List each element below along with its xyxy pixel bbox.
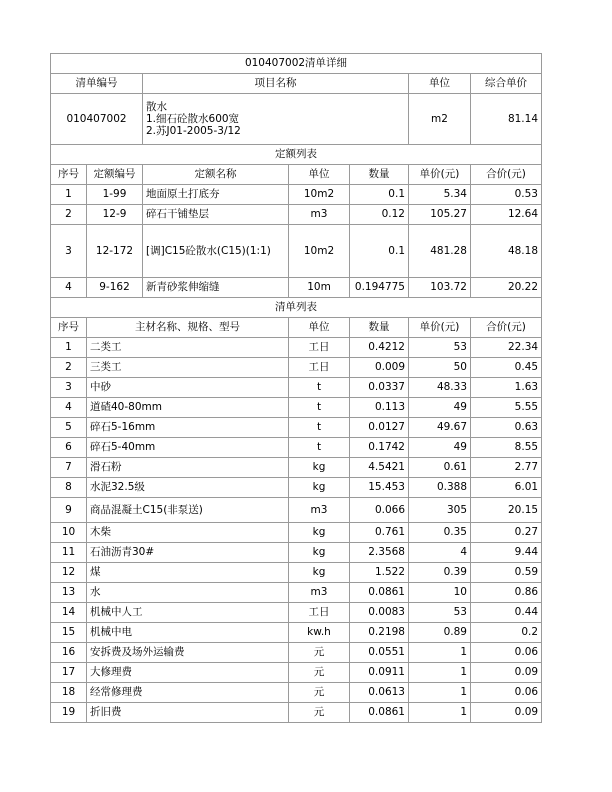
quota-unit: 10m (289, 278, 350, 298)
header-bill-code: 清单编号 (51, 74, 143, 94)
table-row (51, 703, 542, 723)
quota-price: 105.27 (409, 205, 471, 225)
material-no: 5 (51, 418, 87, 438)
material-price: 1 (409, 683, 471, 703)
material-unit: 元 (289, 683, 350, 703)
material-name: 大修理费 (87, 663, 289, 683)
table-row (51, 278, 542, 298)
material-total: 0.59 (471, 563, 542, 583)
material-qty: 0.066 (350, 498, 409, 523)
quota-no: 1 (51, 185, 87, 205)
material-name: 水泥32.5级 (87, 478, 289, 498)
quota-name: 新青砂浆伸缩缝 (143, 278, 289, 298)
material-qty: 4.5421 (350, 458, 409, 478)
materials-header-total: 合价(元) (471, 318, 542, 338)
material-name: 经常修理费 (87, 683, 289, 703)
item-unit-price: 81.14 (471, 94, 542, 145)
material-name: 三类工 (87, 358, 289, 378)
material-name: 滑石粉 (87, 458, 289, 478)
material-name: 折旧费 (87, 703, 289, 723)
table-row (51, 583, 542, 603)
material-qty: 0.0083 (350, 603, 409, 623)
material-qty: 0.2198 (350, 623, 409, 643)
table-row (51, 205, 542, 225)
material-total: 6.01 (471, 478, 542, 498)
quota-qty: 0.12 (350, 205, 409, 225)
quota-no: 4 (51, 278, 87, 298)
table-row (51, 438, 542, 458)
quota-header-no: 序号 (51, 165, 87, 185)
material-no: 3 (51, 378, 87, 398)
material-total: 5.55 (471, 398, 542, 418)
material-unit: 工日 (289, 338, 350, 358)
material-total: 0.06 (471, 643, 542, 663)
quota-header-total: 合价(元) (471, 165, 542, 185)
material-no: 12 (51, 563, 87, 583)
table-row (51, 458, 542, 478)
material-name: 中砂 (87, 378, 289, 398)
item-description-line: 散水 (146, 100, 167, 113)
table-row (51, 398, 542, 418)
item-description-line: 1.细石砼散水600宽 (146, 112, 240, 125)
material-name: 道碴40-80mm (87, 398, 289, 418)
material-unit: kg (289, 478, 350, 498)
material-price: 48.33 (409, 378, 471, 398)
material-price: 49.67 (409, 418, 471, 438)
materials-header-price: 单价(元) (409, 318, 471, 338)
header-unit-price: 综合单价 (471, 74, 542, 94)
material-total: 0.86 (471, 583, 542, 603)
material-total: 0.2 (471, 623, 542, 643)
material-no: 14 (51, 603, 87, 623)
material-name: 机械中电 (87, 623, 289, 643)
material-no: 16 (51, 643, 87, 663)
material-price: 1 (409, 663, 471, 683)
quota-price: 481.28 (409, 225, 471, 278)
material-price: 4 (409, 543, 471, 563)
item-description (143, 94, 409, 145)
table-row (51, 623, 542, 643)
material-unit: kg (289, 458, 350, 478)
material-unit: m3 (289, 498, 350, 523)
material-no: 2 (51, 358, 87, 378)
material-price: 1 (409, 643, 471, 663)
table-row (51, 418, 542, 438)
materials-header-name: 主材名称、规格、型号 (87, 318, 289, 338)
material-qty: 0.761 (350, 523, 409, 543)
quota-name: [调]C15砼散水(C15)(1:1) (143, 225, 289, 278)
table-row (51, 683, 542, 703)
material-total: 0.44 (471, 603, 542, 623)
material-unit: t (289, 378, 350, 398)
material-total: 0.09 (471, 663, 542, 683)
material-name: 二类工 (87, 338, 289, 358)
material-qty: 0.0861 (350, 583, 409, 603)
quota-header-unit: 单位 (289, 165, 350, 185)
material-name: 机械中人工 (87, 603, 289, 623)
table-row (51, 523, 542, 543)
quota-name: 地面原土打底夯 (143, 185, 289, 205)
quota-qty: 0.194775 (350, 278, 409, 298)
material-qty: 2.3568 (350, 543, 409, 563)
table-row (51, 225, 542, 278)
quota-code: 12-172 (87, 225, 143, 278)
material-price: 0.388 (409, 478, 471, 498)
material-total: 20.15 (471, 498, 542, 523)
material-no: 19 (51, 703, 87, 723)
material-qty: 0.009 (350, 358, 409, 378)
bill-detail-title: 010407002清单详细 (51, 54, 542, 74)
material-no: 1 (51, 338, 87, 358)
material-price: 0.35 (409, 523, 471, 543)
material-no: 6 (51, 438, 87, 458)
material-total: 9.44 (471, 543, 542, 563)
materials-header-no: 序号 (51, 318, 87, 338)
material-qty: 0.0613 (350, 683, 409, 703)
material-name: 木柴 (87, 523, 289, 543)
item-description-line: 2.苏J01-2005-3/12 (146, 125, 241, 138)
material-price: 0.39 (409, 563, 471, 583)
material-price: 50 (409, 358, 471, 378)
quota-qty: 0.1 (350, 185, 409, 205)
material-name: 煤 (87, 563, 289, 583)
material-price: 1 (409, 703, 471, 723)
item-unit: m2 (409, 94, 471, 145)
quota-unit: 10m2 (289, 225, 350, 278)
material-no: 7 (51, 458, 87, 478)
material-no: 18 (51, 683, 87, 703)
bill-detail-table (50, 53, 542, 145)
material-unit: 工日 (289, 603, 350, 623)
material-price: 53 (409, 338, 471, 358)
table-row (51, 663, 542, 683)
quota-total: 20.22 (471, 278, 542, 298)
material-no: 10 (51, 523, 87, 543)
material-unit: 元 (289, 703, 350, 723)
table-row (51, 378, 542, 398)
table-row (51, 563, 542, 583)
material-price: 10 (409, 583, 471, 603)
quota-code: 9-162 (87, 278, 143, 298)
quota-price: 103.72 (409, 278, 471, 298)
quota-no: 2 (51, 205, 87, 225)
material-unit: m3 (289, 583, 350, 603)
material-qty: 0.0911 (350, 663, 409, 683)
material-price: 0.89 (409, 623, 471, 643)
table-row (51, 643, 542, 663)
material-unit: kg (289, 563, 350, 583)
bill-code: 010407002 (51, 94, 143, 145)
material-no: 13 (51, 583, 87, 603)
quota-code: 12-9 (87, 205, 143, 225)
material-name: 碎石5-40mm (87, 438, 289, 458)
materials-title: 清单列表 (51, 298, 542, 318)
material-name: 碎石5-16mm (87, 418, 289, 438)
material-total: 0.06 (471, 683, 542, 703)
header-unit: 单位 (409, 74, 471, 94)
material-qty: 15.453 (350, 478, 409, 498)
material-qty: 0.0127 (350, 418, 409, 438)
quota-no: 3 (51, 225, 87, 278)
material-total: 1.63 (471, 378, 542, 398)
quota-unit: 10m2 (289, 185, 350, 205)
quota-total: 0.53 (471, 185, 542, 205)
table-row (51, 338, 542, 358)
material-price: 49 (409, 438, 471, 458)
material-no: 9 (51, 498, 87, 523)
material-unit: t (289, 398, 350, 418)
material-qty: 0.113 (350, 398, 409, 418)
quota-header-name: 定额名称 (143, 165, 289, 185)
material-no: 17 (51, 663, 87, 683)
material-name: 商品混凝土C15(非泵送) (87, 498, 289, 523)
materials-header-qty: 数量 (350, 318, 409, 338)
quota-price: 5.34 (409, 185, 471, 205)
table-row (51, 603, 542, 623)
material-unit: 工日 (289, 358, 350, 378)
material-unit: kg (289, 523, 350, 543)
material-price: 53 (409, 603, 471, 623)
material-total: 22.34 (471, 338, 542, 358)
quota-table (50, 144, 542, 298)
table-row (51, 185, 542, 205)
material-total: 0.09 (471, 703, 542, 723)
material-total: 2.77 (471, 458, 542, 478)
quota-name: 碎石干铺垫层 (143, 205, 289, 225)
material-qty: 1.522 (350, 563, 409, 583)
material-price: 305 (409, 498, 471, 523)
material-total: 0.63 (471, 418, 542, 438)
material-no: 11 (51, 543, 87, 563)
material-unit: t (289, 418, 350, 438)
table-row (51, 358, 542, 378)
material-unit: 元 (289, 643, 350, 663)
quota-total: 48.18 (471, 225, 542, 278)
material-name: 石油沥青30# (87, 543, 289, 563)
material-unit: kg (289, 543, 350, 563)
material-no: 8 (51, 478, 87, 498)
material-no: 15 (51, 623, 87, 643)
quota-header-qty: 数量 (350, 165, 409, 185)
material-qty: 0.0551 (350, 643, 409, 663)
material-qty: 0.4212 (350, 338, 409, 358)
material-qty: 0.1742 (350, 438, 409, 458)
header-item-name: 项目名称 (143, 74, 409, 94)
material-unit: kw.h (289, 623, 350, 643)
table-row (51, 478, 542, 498)
material-price: 0.61 (409, 458, 471, 478)
material-price: 49 (409, 398, 471, 418)
quota-unit: m3 (289, 205, 350, 225)
materials-header-unit: 单位 (289, 318, 350, 338)
quota-total: 12.64 (471, 205, 542, 225)
material-total: 8.55 (471, 438, 542, 458)
materials-table (50, 297, 542, 723)
material-total: 0.27 (471, 523, 542, 543)
quota-header-price: 单价(元) (409, 165, 471, 185)
table-row (51, 498, 542, 523)
material-name: 安拆费及场外运输费 (87, 643, 289, 663)
quota-title: 定额列表 (51, 145, 542, 165)
material-qty: 0.0337 (350, 378, 409, 398)
material-name: 水 (87, 583, 289, 603)
table-row (51, 543, 542, 563)
material-unit: 元 (289, 663, 350, 683)
material-total: 0.45 (471, 358, 542, 378)
quota-code: 1-99 (87, 185, 143, 205)
material-qty: 0.0861 (350, 703, 409, 723)
quota-header-code: 定额编号 (87, 165, 143, 185)
quota-qty: 0.1 (350, 225, 409, 278)
material-no: 4 (51, 398, 87, 418)
material-unit: t (289, 438, 350, 458)
